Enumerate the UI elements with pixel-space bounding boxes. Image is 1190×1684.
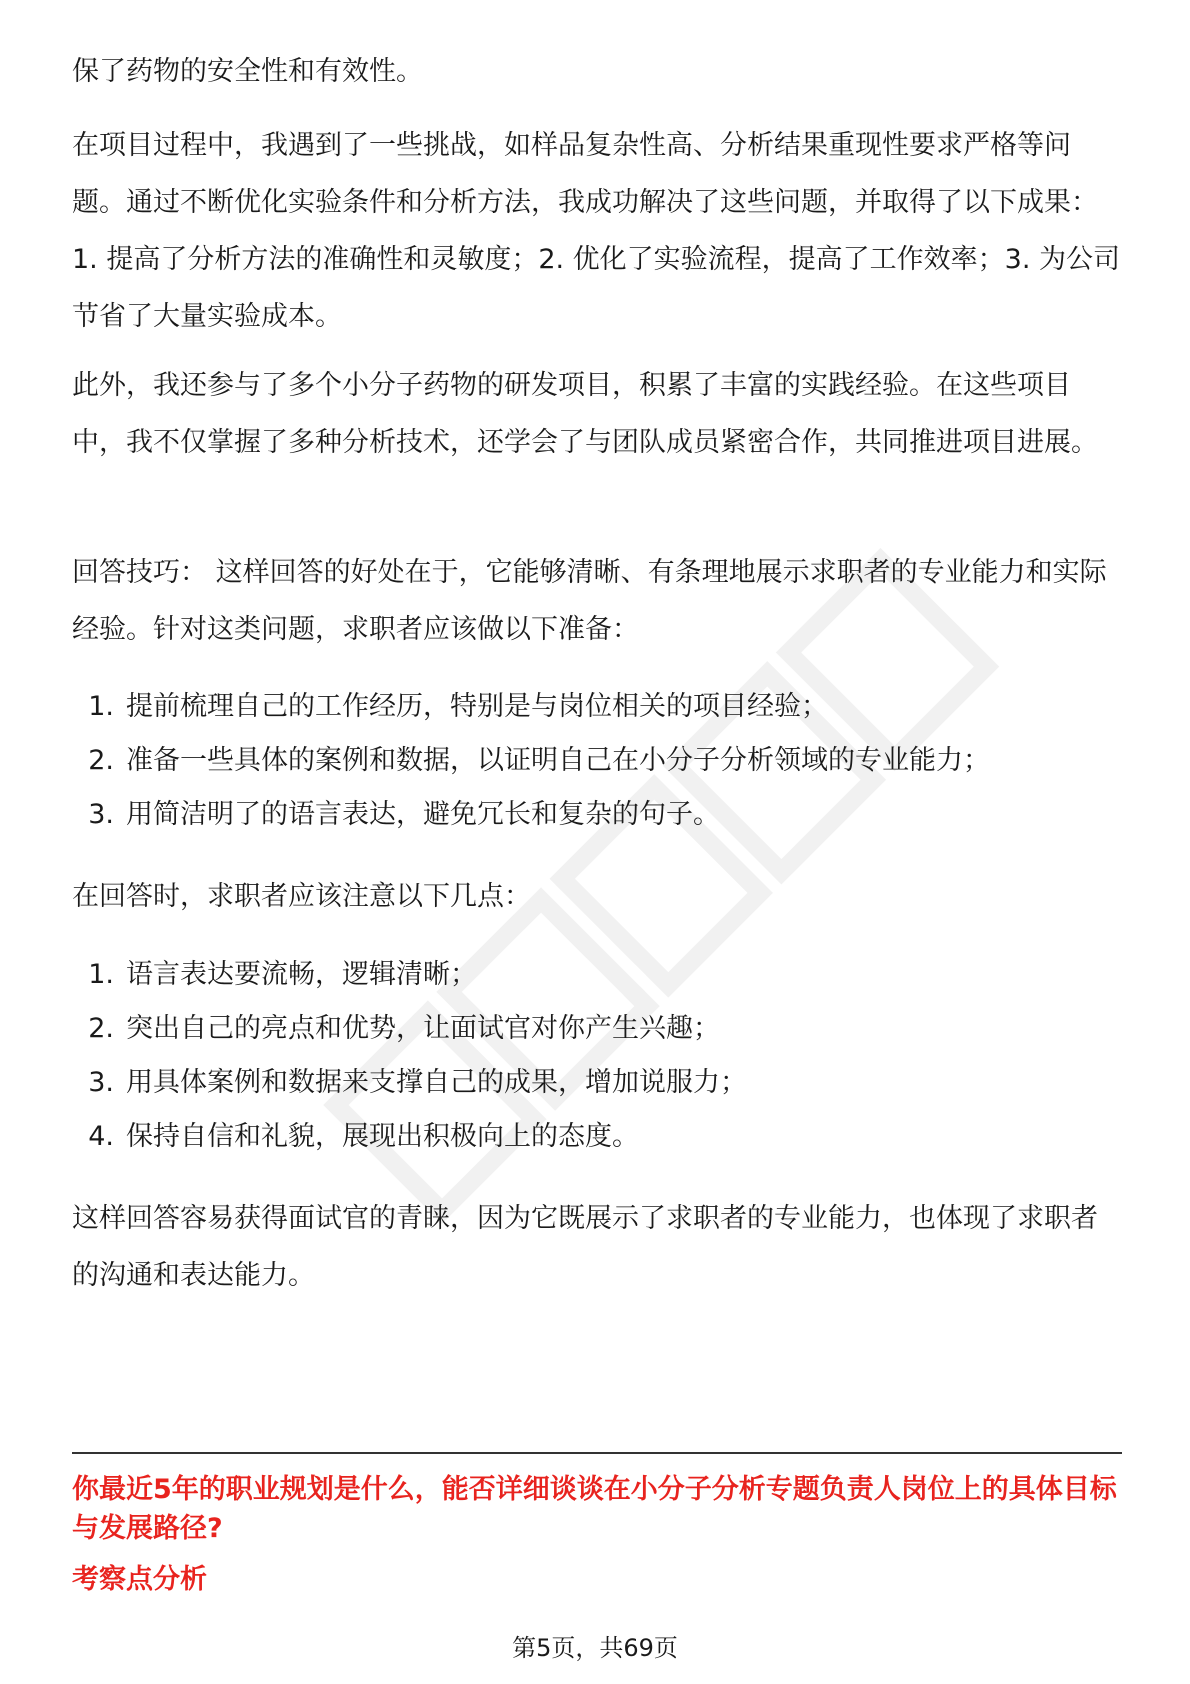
paragraph-5: 在回答时，求职者应该注意以下几点： bbox=[72, 881, 531, 912]
list-item: 1. 提前梳理自己的工作经历，特别是与岗位相关的项目经验； bbox=[88, 691, 828, 722]
list-item: 2. 突出自己的亮点和优势，让面试官对你产生兴趣； bbox=[88, 1013, 720, 1044]
list-item: 4. 保持自信和礼貌，展现出积极向上的态度。 bbox=[88, 1121, 639, 1152]
list-item: 3. 用简洁明了的语言表达，避免冗长和复杂的句子。 bbox=[88, 799, 720, 830]
list-item: 3. 用具体案例和数据来支撑自己的成果，增加说服力； bbox=[88, 1067, 747, 1098]
page-number: 第5页，共69页 bbox=[512, 1634, 678, 1662]
paragraph-1: 保了药物的安全性和有效性。 bbox=[72, 56, 423, 87]
paragraph-2: 在项目过程中，我遇到了一些挑战，如样品复杂性高、分析结果重现性要求严格等问题。通过不断优化实验条件和分析方法，我成功解决了这些问题，并取得了以下成果：1. 提高了分析方法的准确性和灵敏度；2. 优化了实验流程，提高了工作效率；3. 为公司节省了大量实验成本。 bbox=[72, 130, 1121, 332]
paragraph-6: 这样回答容易获得面试官的青睐，因为它既展示了求职者的专业能力，也体现了求职者的沟通和表达能力。 bbox=[72, 1203, 1098, 1291]
section-heading: 考察点分析 bbox=[72, 1564, 207, 1595]
list-item: 1. 语言表达要流畅，逻辑清晰； bbox=[88, 959, 477, 990]
paragraph-4: 回答技巧： 这样回答的好处在于，它能够清晰、有条理地展示求职者的专业能力和实际经验。针对这类问题，求职者应该做以下准备： bbox=[72, 557, 1107, 645]
list-item: 2. 准备一些具体的案例和数据，以证明自己在小分子分析领域的专业能力； bbox=[88, 745, 990, 776]
question-heading: 你最近5年的职业规划是什么，能否详细谈谈在小分子分析专题负责人岗位上的具体目标与发展路径? bbox=[72, 1474, 1117, 1544]
paragraph-3: 此外，我还参与了多个小分子药物的研发项目，积累了丰富的实践经验。在这些项目中，我不仅掌握了多种分析技术，还学会了与团队成员紧密合作，共同推进项目进展。 bbox=[72, 370, 1098, 458]
divider bbox=[72, 1452, 1122, 1454]
